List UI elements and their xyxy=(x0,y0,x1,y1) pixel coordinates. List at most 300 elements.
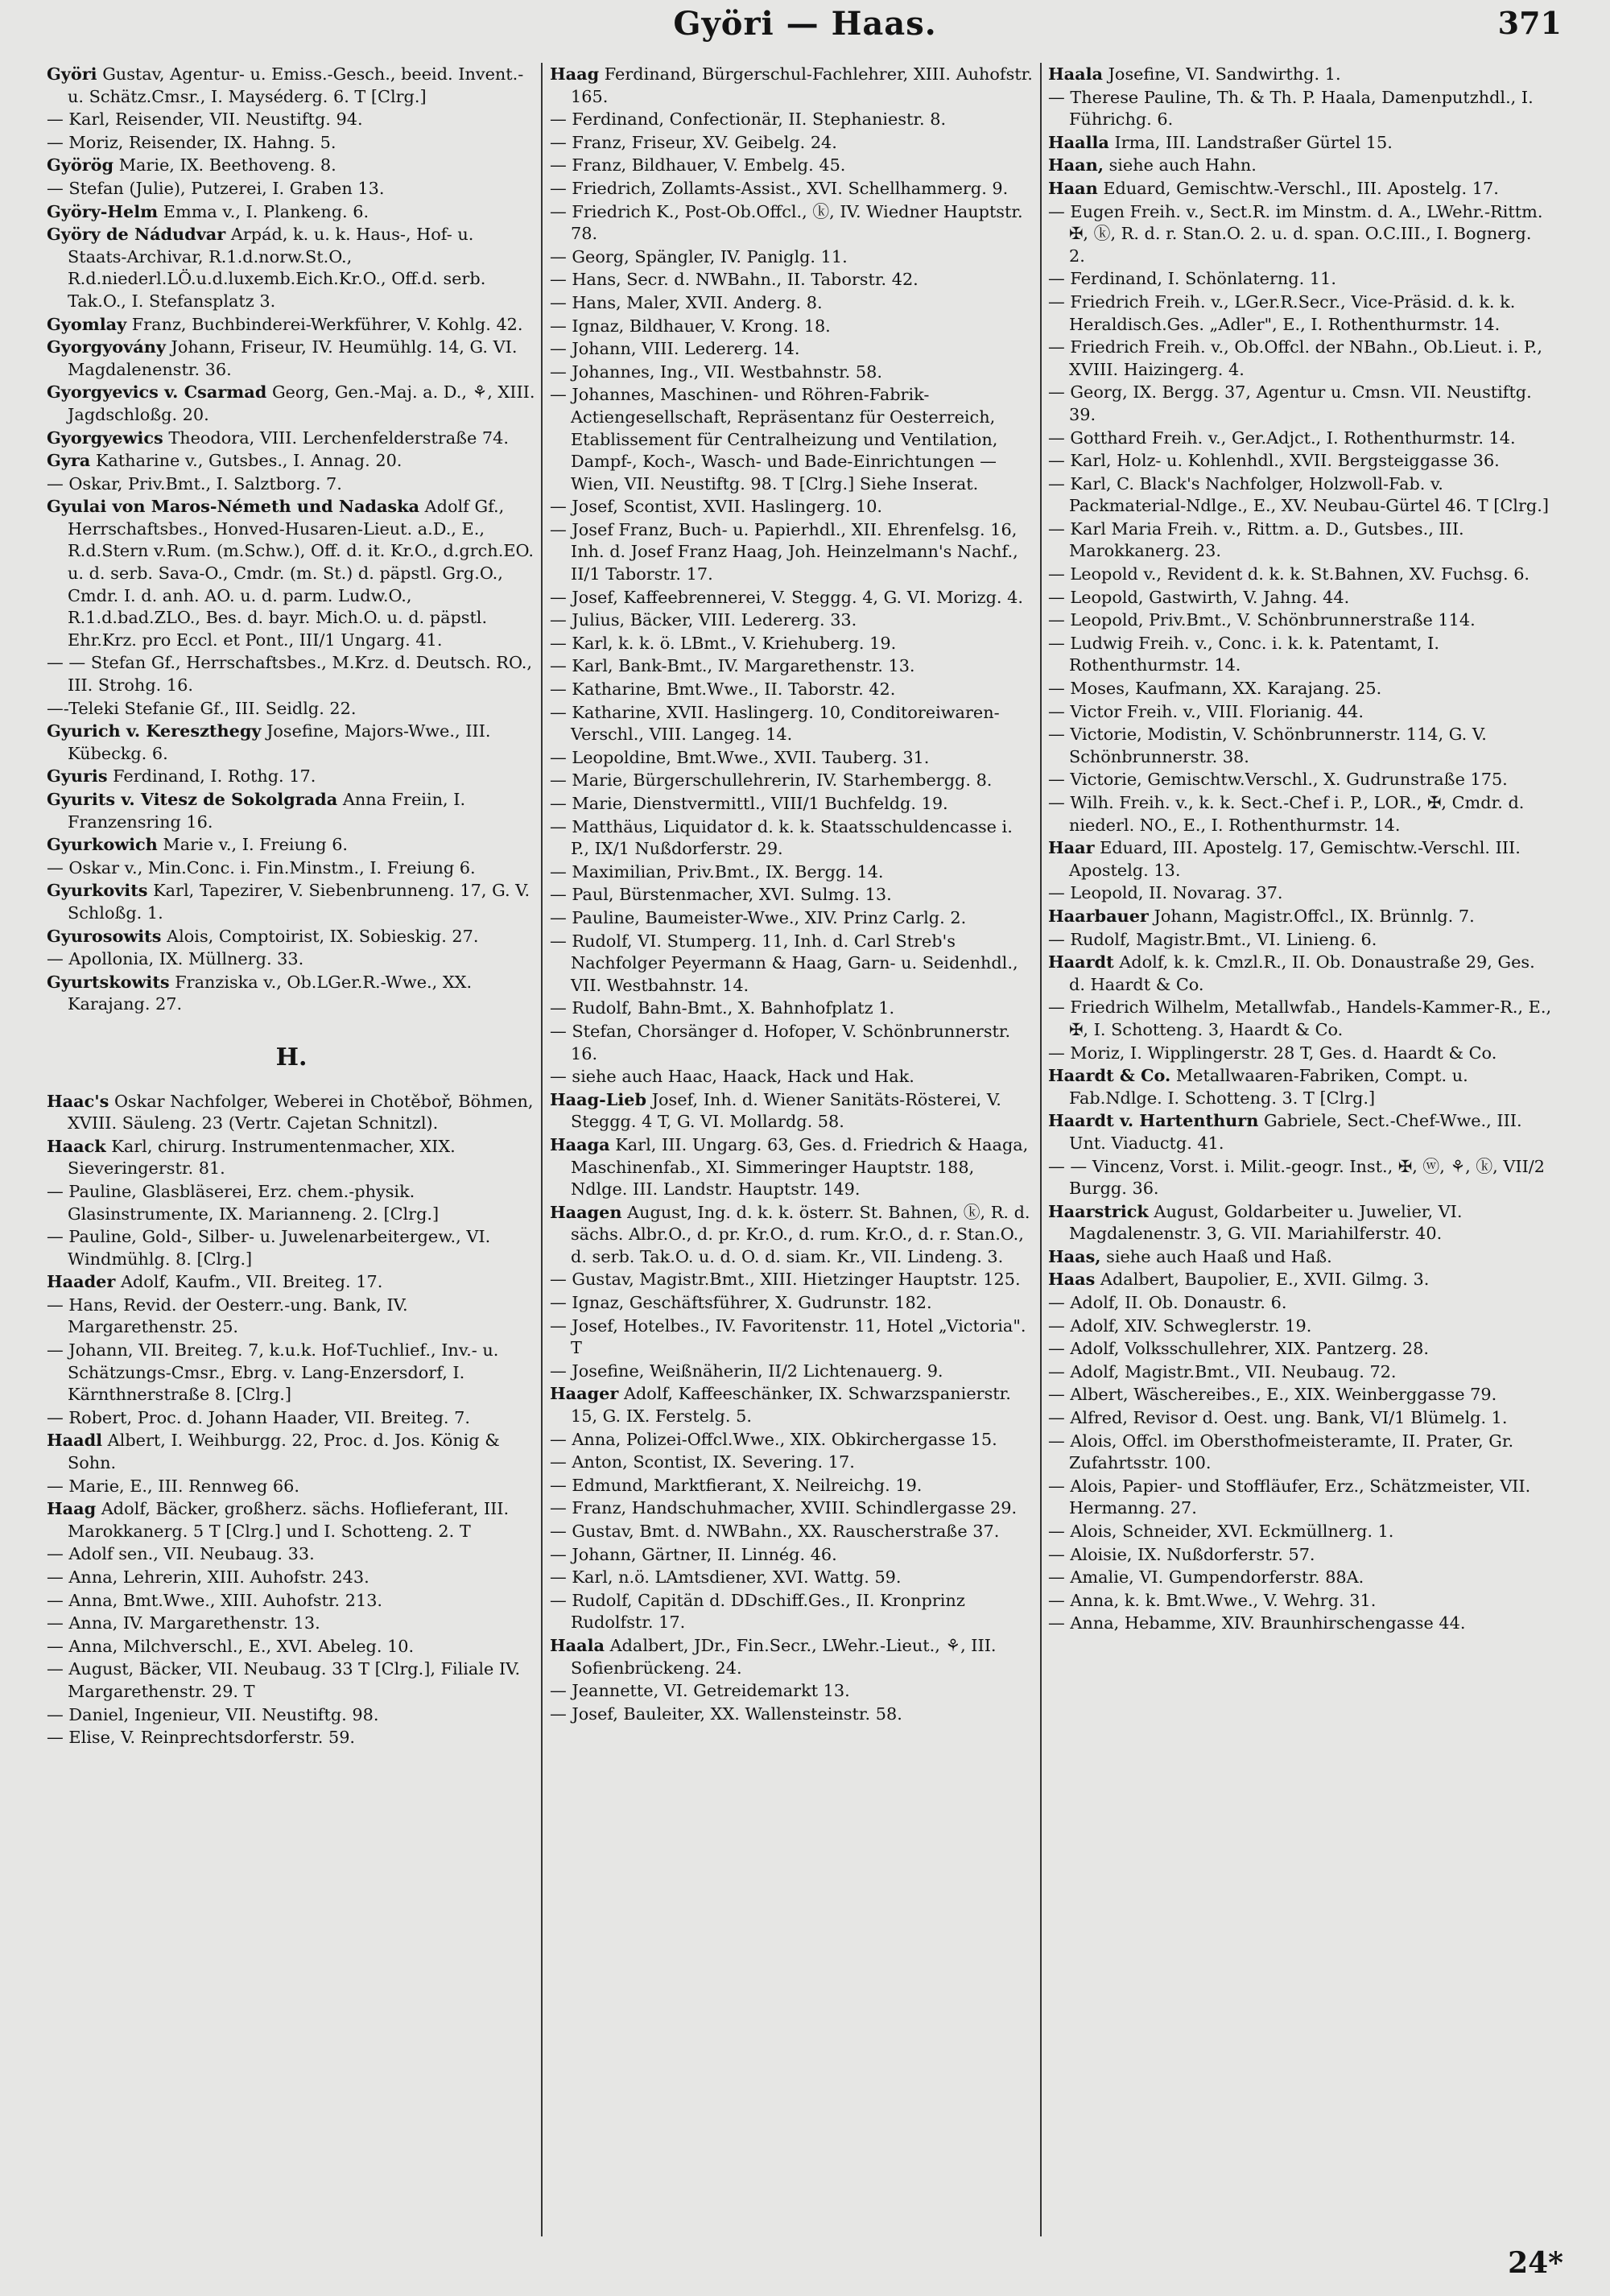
entry-details: Adolf, Bäcker, großherz. sächs. Hoflieferant, III. Marokkanerg. 5 T [Clrg.] und I. Schotteng. 2. T xyxy=(68,1499,510,1541)
entry-details: — Daniel, Ingenieur, VII. Neustiftg. 98. xyxy=(47,1704,379,1724)
entry-details: — Rudolf, Bahn-Bmt., X. Bahnhofplatz 1. xyxy=(550,998,895,1018)
entry-details: — Therese Pauline, Th. & Th. P. Haala, Damenputzhdl., I. Führichg. 6. xyxy=(1048,87,1534,130)
directory-entry xyxy=(1048,336,1552,381)
entry-details: — Amalie, VI. Gumpendorferstr. 88A. xyxy=(1048,1567,1364,1588)
entry-details: — Anton, Scontist, IX. Severing. 17. xyxy=(550,1452,855,1472)
entry-details: — Franz, Handschuhmacher, XVIII. Schindlergasse 29. xyxy=(550,1498,1018,1518)
directory-entry xyxy=(47,200,536,224)
entry-surname: Györög xyxy=(47,155,114,176)
entry-details: — Anna, Polizei-Offcl.Wwe., XIX. Obkirchergasse 15. xyxy=(550,1429,997,1449)
directory-entry xyxy=(47,381,536,426)
entry-details: Karl, III. Ungarg. 63, Ges. d. Friedrich & Haaga, Maschinenfab., XI. Simmeringer Hauptstr. 188, Ndlge. III. Landstr. Hauptstr. 149. xyxy=(571,1134,1029,1200)
directory-entry xyxy=(47,1635,536,1658)
entry-details: — Josefine, Weißnäherin, II/2 Lichtenauerg. 9. xyxy=(550,1361,943,1381)
entry-details: — Franz, Friseur, XV. Geibelg. 24. xyxy=(550,132,837,152)
directory-entry xyxy=(550,792,1036,816)
entry-details: siehe auch Haaß und Haß. xyxy=(1100,1246,1332,1266)
entry-surname: Haar xyxy=(1048,837,1095,858)
directory-entry xyxy=(550,518,1036,586)
entry-details: — — Vincenz, Vorst. i. Milit.-geogr. Inst., ✠, ⓦ, ⚘, ⓚ, VII/2 Burgg. 36. xyxy=(1048,1156,1546,1199)
directory-entry xyxy=(47,1475,536,1498)
entry-surname: Gyurkovits xyxy=(47,880,148,901)
entry-details: — Oskar, Priv.Bmt., I. Salztborg. 7. xyxy=(47,473,342,493)
directory-entry xyxy=(1048,381,1552,426)
entry-details: — Friedrich Wilhelm, Metallwfab., Handels-Kammer-R., E., ✠, I. Schotteng. 3, Haardt & Co. xyxy=(1048,997,1552,1039)
directory-entry xyxy=(1048,1042,1552,1065)
entry-details: — Leopoldine, Bmt.Wwe., XVII. Tauberg. 31. xyxy=(550,747,930,767)
directory-entry xyxy=(550,63,1036,108)
entry-details: — Apollonia, IX. Müllnerg. 33. xyxy=(47,949,304,969)
entry-details: Josefine, VI. Sandwirthg. 1. xyxy=(1102,64,1341,84)
directory-entry xyxy=(1048,1315,1552,1338)
entry-details: — Adolf, Magistr.Bmt., VII. Neubaug. 72. xyxy=(1048,1361,1397,1381)
directory-entry xyxy=(47,1429,536,1474)
entry-details: — Leopold, Priv.Bmt., V. Schönbrunnerstraße 114. xyxy=(1048,610,1476,630)
entry-details: — Gustav, Magistr.Bmt., XIII. Hietzinger Hauptstr. 125. xyxy=(550,1270,1021,1290)
entry-details: Eduard, III. Apostelg. 17, Gemischtw.-Verschl. III. Apostelg. 13. xyxy=(1069,838,1521,880)
entry-surname: Haager xyxy=(550,1383,619,1404)
directory-entry xyxy=(1048,1245,1552,1269)
entry-details: Adolf, Kaufm., VII. Breiteg. 17. xyxy=(115,1272,383,1292)
directory-entry xyxy=(1048,791,1552,836)
directory-entry xyxy=(47,971,536,1016)
directory-entry xyxy=(550,1315,1036,1360)
printer-signature-mark: 24* xyxy=(1508,2246,1563,2280)
entry-details: — Adolf, Volksschullehrer, XIX. Pantzerg. 28. xyxy=(1048,1339,1429,1359)
directory-entry xyxy=(550,1360,1036,1383)
entry-surname: Gyra xyxy=(47,450,91,471)
directory-entry xyxy=(1048,928,1552,952)
entry-details: Anna Freiin, I. Franzensring 16. xyxy=(68,790,466,832)
directory-entry xyxy=(550,268,1036,291)
directory-entry xyxy=(47,833,536,857)
directory-entry xyxy=(1048,1612,1552,1635)
entry-details: Alois, Comptoirist, IX. Sobieskig. 27. xyxy=(161,926,479,946)
directory-column-2 xyxy=(550,63,1036,2228)
directory-entry xyxy=(1048,1475,1552,1520)
entry-details: Irma, III. Landstraßer Gürtel 15. xyxy=(1108,132,1393,152)
entry-details: — Gotthard Freih. v., Ger.Adjct., I. Rothenthurmstr. 14. xyxy=(1048,427,1516,448)
entry-details: — Moriz, Reisender, IX. Hahng. 5. xyxy=(47,132,336,152)
entry-details: — Gustav, Bmt. d. NWBahn., XX. Rauscherstraße 37. xyxy=(550,1522,1000,1541)
entry-details: Marie v., I. Freiung 6. xyxy=(157,835,349,855)
entry-details: — Eugen Freih. v., Sect.R. im Minstm. d. A., LWehr.-Rittm. ✠, ⓚ, R. d. r. Stan.O. 2. u. d. span. O.C.III., I. Bognerg. 2. xyxy=(1048,201,1543,266)
entry-surname: Györy de Nádudvar xyxy=(47,224,226,245)
entry-surname: Gyurosowits xyxy=(47,925,162,946)
entry-details: — Rudolf, Magistr.Bmt., VI. Linieng. 6. xyxy=(1048,929,1377,949)
entry-details: — Paul, Bürstenmacher, XVI. Sulmg. 13. xyxy=(550,885,892,905)
entry-details: Gustav, Agentur- u. Emiss.-Gesch., beeid. Invent.- u. Schätz.Cmsr., I. Mayséderg. 6. T [Clrg.] xyxy=(68,64,524,106)
page-number: 371 xyxy=(1497,5,1562,41)
directory-entry xyxy=(47,1566,536,1589)
entry-surname: Haack xyxy=(47,1135,106,1156)
entry-details: Ferdinand, I. Rothg. 17. xyxy=(107,766,316,787)
directory-entry xyxy=(550,1065,1036,1088)
entry-surname: Haan, xyxy=(1048,155,1104,176)
entry-details: Josef, Inh. d. Wiener Sanitäts-Rösterei, V. Steggg. 4 T, G. VI. Mollardg. 58. xyxy=(571,1089,1001,1132)
entry-details: — Friedrich K., Post-Ob.Offcl., ⓚ, IV. Wiedner Hauptstr. 78. xyxy=(550,201,1023,244)
directory-entry xyxy=(1048,1383,1552,1406)
entry-details: — Ferdinand, I. Schönlaterng. 11. xyxy=(1048,269,1336,289)
entry-surname: Gyorgyovány xyxy=(47,337,166,357)
entry-surname: Gyorgyevics v. Csarmad xyxy=(47,382,267,403)
entry-surname: Gyurich v. Kereszthegy xyxy=(47,721,262,741)
directory-entry xyxy=(1048,86,1552,131)
directory-entry xyxy=(1048,1520,1552,1543)
entry-details: — Maximilian, Priv.Bmt., IX. Bergg. 14. xyxy=(550,861,884,882)
entry-surname: Gyomlay xyxy=(47,313,127,334)
entry-details: — Anna, k. k. Bmt.Wwe., V. Wehrg. 31. xyxy=(1048,1590,1377,1610)
entry-details: — Johannes, Maschinen- und Röhren-Fabrik-Actiengesellschaft, Repräsentanz für Oesterreich, Etablissement für Centralheizung und Ventilation, Dampf-, Koch-, Wasch- und Bade-Einrichtungen — Wien, VII. Neustiftg. 98. T [Clrg.] Siehe Inserat. xyxy=(550,385,998,493)
directory-entry xyxy=(1048,586,1552,609)
entry-details: Franz, Buchbinderei-Werkführer, V. Kohlg. 42. xyxy=(126,314,523,334)
entry-details: — Friedrich, Zollamts-Assist., XVI. Schellhammerg. 9. xyxy=(550,178,1009,198)
entry-details: — Ferdinand, Confectionär, II. Stephaniestr. 8. xyxy=(550,109,947,130)
page-header xyxy=(0,0,1610,48)
directory-entry xyxy=(47,473,536,496)
directory-entry xyxy=(47,223,536,312)
directory-entry xyxy=(550,291,1036,315)
entry-surname: Gyuris xyxy=(47,766,108,787)
entry-details: — Alois, Papier- und Stoffläufer, Erz., Schätzmeister, VII. Hermanng. 27. xyxy=(1048,1476,1531,1518)
entry-surname: Györi xyxy=(47,64,97,84)
entry-details: — Pauline, Gold-, Silber- u. Juwelenarbeitergew., VI. Windmühlg. 8. [Clrg.] xyxy=(47,1227,491,1269)
directory-entry xyxy=(550,1382,1036,1427)
entry-details: Adolf Gf., Herrschaftsbes., Honved-Husaren-Lieut. a.D., E., R.d.Stern v.Rum. (m.Schw.), Off. d. it. Kr.O., d.grch.EO. u. d. serb. Sava-O., Cmdr. (m. St.) d. päpstl. Grg.O., Cmdr. I. d. anh. AO. u. d. parm. Ludw.O., R.1.d.bad.ZLO., Bes. d. bayr. Mich.O. u. d. päpstl. Ehr.Krz. pro Eccl. et Pont., III/1 Ungarg. 41. xyxy=(68,497,534,650)
entry-details: August, Ing. d. k. k. österr. St. Bahnen, ⓚ, R. d. sächs. Albr.O., d. pr. Kr.O., d. rum. Kr.O., d. r. Stan.O., d. serb. Tak.O. u. d. O. d. siam. Kr., VII. Lindeng. 3. xyxy=(571,1202,1030,1266)
entry-details: — Moses, Kaufmann, XX. Karajang. 25. xyxy=(1048,679,1382,699)
entry-details: — Marie, Bürgerschullehrerin, IV. Starhembergg. 8. xyxy=(550,770,993,791)
directory-entry xyxy=(1048,267,1552,291)
entry-details: — Adolf, II. Ob. Donaustr. 6. xyxy=(1048,1293,1287,1313)
entry-details: — Katharine, Bmt.Wwe., II. Taborstr. 42. xyxy=(550,679,896,700)
directory-entry xyxy=(47,449,536,473)
directory-entry xyxy=(550,1520,1036,1543)
entry-details: — Katharine, XVII. Haslingerg. 10, Conditoreiwaren-Verschl., VIII. Langeg. 14. xyxy=(550,702,1000,745)
directory-entry xyxy=(550,883,1036,906)
entry-details: — Moriz, I. Wipplingerstr. 28 T, Ges. d. Haardt & Co. xyxy=(1048,1043,1497,1063)
entry-surname: Haaga xyxy=(550,1134,610,1154)
directory-entry xyxy=(47,108,536,131)
directory-entry xyxy=(550,1497,1036,1520)
entry-details: —-Teleki Stefanie Gf., III. Seidlg. 22. xyxy=(47,698,357,718)
entry-details: — Stefan, Chorsänger d. Hofoper, V. Schönbrunnerstr. 16. xyxy=(550,1021,1011,1063)
entry-details: Karl, chirurg. Instrumentenmacher, XIX. Sieveringerstr. 81. xyxy=(68,1136,456,1179)
directory-entry xyxy=(47,1135,536,1180)
entry-details: Karl, Tapezirer, V. Siebenbrunneng. 17, G. V. Schloßg. 1. xyxy=(68,881,530,923)
entry-details: — Anna, Lehrerin, XIII. Auhofstr. 243. xyxy=(47,1567,369,1587)
entry-details: Adolf, k. k. Cmzl.R., II. Ob. Donaustraße 29, Ges. d. Haardt & Co. xyxy=(1069,952,1535,994)
entry-details: — Johannes, Ing., VII. Westbahnstr. 58. xyxy=(550,361,882,382)
directory-entry xyxy=(47,948,536,971)
directory-entry xyxy=(550,1088,1036,1134)
directory-entry xyxy=(47,1703,536,1727)
entry-details: — Rudolf, VI. Stumperg. 11, Inh. d. Carl Streb's Nachfolger Peyermann & Haag, Garn- u. Seidenhdl., VII. Westbahnstr. 14. xyxy=(550,931,1018,995)
directory-entry xyxy=(550,383,1036,495)
directory-entry xyxy=(1048,1589,1552,1613)
directory-entry xyxy=(47,154,536,177)
entry-details: — Karl, C. Black's Nachfolger, Holzwoll-Fab. v. Packmaterial-Ndlge., E., XV. Neubau-Gürtel 46. T [Clrg.] xyxy=(1048,473,1549,516)
directory-entry xyxy=(47,63,536,108)
entry-details: Johann, Magistr.Offcl., IX. Brünnlg. 7. xyxy=(1148,906,1475,926)
entry-surname: Gyulai von Maros-Németh und Nadaska xyxy=(47,496,420,517)
entry-details: — Ignaz, Bildhauer, V. Krong. 18. xyxy=(550,316,831,336)
entry-details: — Karl, Reisender, VII. Neustiftg. 94. xyxy=(47,109,363,130)
entry-details: — Julius, Bäcker, VIII. Ledererg. 33. xyxy=(550,610,857,630)
entry-details: Adolf, Kaffeeschänker, IX. Schwarzspanierstr. 15, G. IX. Ferstelg. 5. xyxy=(571,1384,1011,1427)
directory-entry xyxy=(1048,563,1552,586)
directory-entry xyxy=(550,1566,1036,1589)
entry-details: Oskar Nachfolger, Weberei in Chotěboř, Böhmen, XVIII. Säuleng. 23 (Vertr. Cajetan Schnitzl). xyxy=(68,1091,534,1134)
directory-entry xyxy=(47,765,536,788)
entry-surname: Haan xyxy=(1048,177,1098,198)
directory-entry xyxy=(1048,1155,1552,1200)
directory-entry xyxy=(47,1406,536,1430)
directory-entry xyxy=(1048,1291,1552,1315)
directory-entry xyxy=(1048,1566,1552,1589)
entry-details: Metallwaaren-Fabriken, Compt. u. Fab.Ndlge. I. Schotteng. 3. T [Clrg.] xyxy=(1069,1066,1468,1108)
column-divider xyxy=(541,63,543,2236)
entry-surname: Haadl xyxy=(47,1430,103,1451)
entry-details: — Victor Freih. v., VIII. Florianig. 44. xyxy=(1048,701,1364,721)
directory-entry xyxy=(47,697,536,721)
entry-details: — Friedrich Freih. v., LGer.R.Secr., Vice-Präsid. d. k. k. Heraldisch.Ges. „Adler", E., I. Rothenthurmstr. 14. xyxy=(1048,291,1516,334)
entry-details: — Anna, Hebamme, XIV. Braunhirschengasse 44. xyxy=(1048,1613,1466,1633)
entry-surname: Haarbauer xyxy=(1048,905,1149,926)
entry-details: — Karl, Holz- u. Kohlenhdl., XVII. Bergsteiggasse 36. xyxy=(1048,451,1500,471)
directory-entry xyxy=(1048,449,1552,473)
directory-entry xyxy=(1048,905,1552,928)
entry-details: Emma v., I. Plankeng. 6. xyxy=(158,201,369,221)
directory-entry xyxy=(1048,1543,1552,1567)
directory-entry xyxy=(47,925,536,948)
directory-entry xyxy=(47,788,536,833)
entry-surname: Haardt v. Hartenthurn xyxy=(1048,1110,1259,1131)
directory-entry xyxy=(47,1542,536,1566)
entry-details: Katharine v., Gutsbes., I. Annag. 20. xyxy=(90,451,402,471)
directory-entry xyxy=(1048,1406,1552,1430)
entry-details: Arpád, k. u. k. Haus-, Hof- u. Staats-Archivar, R.1.d.norw.St.O., R.d.niederl.LÖ.u.d.luxemb.Eich.Kr.O., Off.d. serb. Tak.O., I. Stefansplatz 3. xyxy=(68,225,486,311)
directory-entry xyxy=(550,131,1036,155)
directory-entry xyxy=(550,1451,1036,1474)
entry-details: — Edmund, Marktfierant, X. Neilreichg. 19. xyxy=(550,1475,923,1495)
directory-entry xyxy=(550,1703,1036,1726)
directory-entry xyxy=(550,861,1036,884)
entry-details: — Anna, IV. Margarethenstr. 13. xyxy=(47,1613,320,1633)
directory-entry xyxy=(550,997,1036,1020)
directory-entry xyxy=(550,1543,1036,1567)
directory-entry xyxy=(550,609,1036,632)
directory-entry xyxy=(1048,427,1552,450)
entry-surname: Haalla xyxy=(1048,131,1109,152)
entry-details: Josefine, Majors-Wwe., III. Kübeckg. 6. xyxy=(68,721,491,763)
entry-details: — Alfred, Revisor d. Oest. ung. Bank, VI/1 Blümelg. 1. xyxy=(1048,1408,1508,1428)
entry-details: — Matthäus, Liquidator d. k. k. Staatsschuldencasse i. P., IX/1 Nußdorferstr. 29. xyxy=(550,816,1013,859)
directory-entry xyxy=(550,701,1036,746)
directory-entry xyxy=(550,906,1036,930)
directory-entry xyxy=(550,200,1036,246)
entry-details: — Alois, Offcl. im Obersthofmeisteramte, II. Prater, Gr. Zufahrtsstr. 100. xyxy=(1048,1431,1514,1473)
directory-entry xyxy=(47,1339,536,1406)
directory-entry xyxy=(47,651,536,696)
directory-entry xyxy=(550,177,1036,200)
entry-details: — Josef Franz, Buch- u. Papierhdl., XII. Ehrenfelsg. 16, Inh. d. Josef Franz Haag, Joh. Heinzelmann's Nachf., II/1 Taborstr. 17. xyxy=(550,519,1018,584)
entry-details: — Marie, Dienstvermittl., VIII/1 Buchfeldg. 19. xyxy=(550,794,948,813)
entry-surname: Haag xyxy=(550,64,600,84)
directory-entry xyxy=(1048,1064,1552,1109)
directory-entry xyxy=(1048,63,1552,86)
directory-entry xyxy=(550,1201,1036,1269)
directory-entry xyxy=(550,337,1036,361)
directory-entry xyxy=(47,1294,536,1339)
entry-details: — Johann, VIII. Ledererg. 14. xyxy=(550,339,800,359)
directory-entry xyxy=(47,427,536,450)
directory-entry xyxy=(1048,1430,1552,1475)
entry-details: — Leopold v., Revident d. k. k. St.Bahnen, XV. Fuchsg. 6. xyxy=(1048,564,1530,584)
entry-details: — Pauline, Baumeister-Wwe., XIV. Prinz Carlg. 2. xyxy=(550,907,967,927)
directory-entry xyxy=(550,1474,1036,1497)
entry-details: — Adolf, XIV. Schweglerstr. 19. xyxy=(1048,1315,1312,1336)
entry-details: — Georg, IX. Bergg. 37, Agentur u. Cmsn. VII. Neustiftg. 39. xyxy=(1048,382,1532,424)
directory-entry xyxy=(1048,677,1552,700)
entry-details: — Ignaz, Geschäftsführer, X. Gudrunstr. 182. xyxy=(550,1293,932,1313)
directory-entry xyxy=(1048,768,1552,791)
directory-entry xyxy=(1048,177,1552,200)
entry-surname: Haala xyxy=(550,1634,605,1655)
entry-details: — Robert, Proc. d. Johann Haader, VII. Breiteg. 7. xyxy=(47,1407,470,1427)
directory-entry xyxy=(47,177,536,200)
entry-surname: Haas, xyxy=(1048,1245,1101,1266)
entry-details: siehe auch Hahn. xyxy=(1103,155,1257,176)
entry-details: Adalbert, Baupolier, E., XVII. Gilmg. 3. xyxy=(1095,1270,1430,1290)
entry-details: — August, Bäcker, VII. Neubaug. 33 T [Clrg.], Filiale IV. Margarethenstr. 29. T xyxy=(47,1659,521,1701)
entry-details: — Hans, Revid. der Oesterr.-ung. Bank, IV. Margarethenstr. 25. xyxy=(47,1295,408,1337)
entry-surname: Gyorgyewics xyxy=(47,427,163,448)
directory-entry xyxy=(47,720,536,765)
running-title: Györi — Haas. xyxy=(673,5,937,43)
entry-details: — Josef, Kaffeebrennerei, V. Steggg. 4, G. VI. Morizg. 4. xyxy=(550,587,1023,607)
directory-column-1 xyxy=(47,63,536,2228)
directory-entry xyxy=(550,655,1036,678)
entry-surname: Haas xyxy=(1048,1269,1096,1290)
entry-details: Johann, Friseur, IV. Heumühlg. 14, G. VI. Magdalenenstr. 36. xyxy=(68,337,518,379)
entry-details: — Josef, Hotelbes., IV. Favoritenstr. 11, Hotel „Victoria". T xyxy=(550,1315,1026,1358)
directory-entry xyxy=(1048,518,1552,563)
directory-entry xyxy=(1048,700,1552,724)
entry-surname: Haader xyxy=(47,1271,116,1292)
entry-details: — Pauline, Glasbläserei, Erz. chem.-physik. Glasinstrumente, IX. Marianneng. 2. [Clrg.] xyxy=(47,1181,440,1224)
entry-details: Gabriele, Sect.-Chef-Wwe., III. Unt. Viaductg. 41. xyxy=(1069,1111,1522,1153)
directory-entry xyxy=(550,495,1036,518)
directory-entry xyxy=(1048,1337,1552,1361)
entry-details: Franziska v., Ob.LGer.R.-Wwe., XX. Karajang. 27. xyxy=(68,972,473,1014)
entry-surname: Haarstrick xyxy=(1048,1200,1149,1221)
column-divider xyxy=(1040,63,1042,2236)
directory-entry xyxy=(550,361,1036,384)
directory-entry xyxy=(1048,291,1552,336)
directory-entry xyxy=(1048,882,1552,905)
directory-entry xyxy=(1048,609,1552,632)
directory-entry xyxy=(550,315,1036,338)
entry-details: Theodora, VIII. Lerchenfelderstraße 74. xyxy=(163,427,509,448)
entry-details: Ferdinand, Bürgerschul-Fachlehrer, XIII. Auhofstr. 165. xyxy=(571,64,1033,106)
directory-entry xyxy=(47,1589,536,1613)
directory-entry xyxy=(550,586,1036,609)
directory-entry xyxy=(47,879,536,924)
directory-entry xyxy=(550,108,1036,131)
directory-entry xyxy=(550,1268,1036,1291)
entry-surname: Gyurits v. Vitesz de Sokolgrada xyxy=(47,789,338,809)
directory-entry xyxy=(550,246,1036,269)
directory-entry xyxy=(47,1090,536,1135)
entry-details: — Stefan (Julie), Putzerei, I. Graben 13. xyxy=(47,178,385,198)
directory-entry xyxy=(1048,131,1552,155)
entry-details: — Alois, Schneider, XVI. Eckmüllnerg. 1. xyxy=(1048,1522,1394,1541)
directory-entry xyxy=(1048,632,1552,677)
entry-details: — Franz, Bildhauer, V. Embelg. 45. xyxy=(550,155,846,176)
directory-entry xyxy=(550,1291,1036,1315)
entry-details: August, Goldarbeiter u. Juwelier, VI. Magdalenenstr. 3, G. VII. Mariahilferstr. 40. xyxy=(1069,1201,1463,1244)
entry-details: — Karl, Bank-Bmt., IV. Margarethenstr. 13. xyxy=(550,656,915,676)
entry-details: — Anna, Bmt.Wwe., XIII. Auhofstr. 213. xyxy=(47,1590,383,1610)
entry-details: — Oskar v., Min.Conc. i. Fin.Minstm., I. Freiung 6. xyxy=(47,857,476,878)
entry-surname: Gyurtskowits xyxy=(47,971,170,992)
entry-details: — Leopold, II. Novarag. 37. xyxy=(1048,883,1283,903)
entry-surname: Haagen xyxy=(550,1201,622,1222)
entry-details: Adalbert, JDr., Fin.Secr., LWehr.-Lieut., ⚘, III. Sofienbrückeng. 24. xyxy=(571,1635,997,1678)
directory-entry xyxy=(1048,473,1552,518)
directory-entry xyxy=(550,769,1036,792)
entry-details: — Adolf sen., VII. Neubaug. 33. xyxy=(47,1544,315,1564)
entry-details: Albert, I. Weihburgg. 22, Proc. d. Jos. König & Sohn. xyxy=(68,1431,500,1473)
directory-entry xyxy=(1048,1200,1552,1245)
entry-surname: Haardt & Co. xyxy=(1048,1065,1171,1086)
entry-details: — Wilh. Freih. v., k. k. Sect.-Chef i. P., LOR., ✠, Cmdr. d. niederl. NO., E., I. Rothenthurmstr. 14. xyxy=(1048,793,1525,835)
entry-surname: Haardt xyxy=(1048,952,1114,972)
section-letter-heading: H. xyxy=(275,1043,308,1072)
directory-entry xyxy=(550,746,1036,770)
directory-entry xyxy=(1048,154,1552,177)
entry-details: — Ludwig Freih. v., Conc. i. k. k. Patentamt, I. Rothenthurmstr. 14. xyxy=(1048,633,1439,675)
directory-entry xyxy=(550,1020,1036,1065)
directory-entry xyxy=(550,1679,1036,1703)
entry-details: Marie, IX. Beethoveng. 8. xyxy=(114,155,336,176)
directory-entry xyxy=(1048,1109,1552,1154)
entry-surname: Haag-Lieb xyxy=(550,1088,647,1109)
entry-details: — Albert, Wäschereibes., E., XIX. Weinberggasse 79. xyxy=(1048,1385,1497,1405)
entry-details: — Johann, Gärtner, II. Linnég. 46. xyxy=(550,1544,837,1564)
directory-entry xyxy=(1048,951,1552,996)
entry-details: Georg, Gen.-Maj. a. D., ⚘, XIII. Jagdschloßg. 20. xyxy=(68,382,535,424)
directory-entry xyxy=(550,1634,1036,1679)
directory-entry xyxy=(550,154,1036,177)
entry-details: — Karl, n.ö. LAmtsdiener, XVI. Wattg. 59. xyxy=(550,1567,902,1588)
directory-entry xyxy=(550,1589,1036,1634)
entry-surname: Gyurkowich xyxy=(47,834,158,855)
directory-entry xyxy=(47,1180,536,1225)
directory-entry xyxy=(47,1658,536,1703)
entry-details: — Karl, k. k. ö. LBmt., V. Kriehuberg. 19. xyxy=(550,633,897,653)
entry-details: — Marie, E., III. Rennweg 66. xyxy=(47,1476,299,1496)
directory-entry xyxy=(47,495,536,651)
directory-entry xyxy=(550,678,1036,701)
directory-entry xyxy=(1048,996,1552,1041)
entry-details: — Jeannette, VI. Getreidemarkt 13. xyxy=(550,1681,850,1701)
entry-details: — Georg, Spängler, IV. Paniglg. 11. xyxy=(550,246,848,266)
directory-entry xyxy=(550,1428,1036,1452)
directory-entry xyxy=(47,1612,536,1635)
directory-entry xyxy=(47,313,536,337)
